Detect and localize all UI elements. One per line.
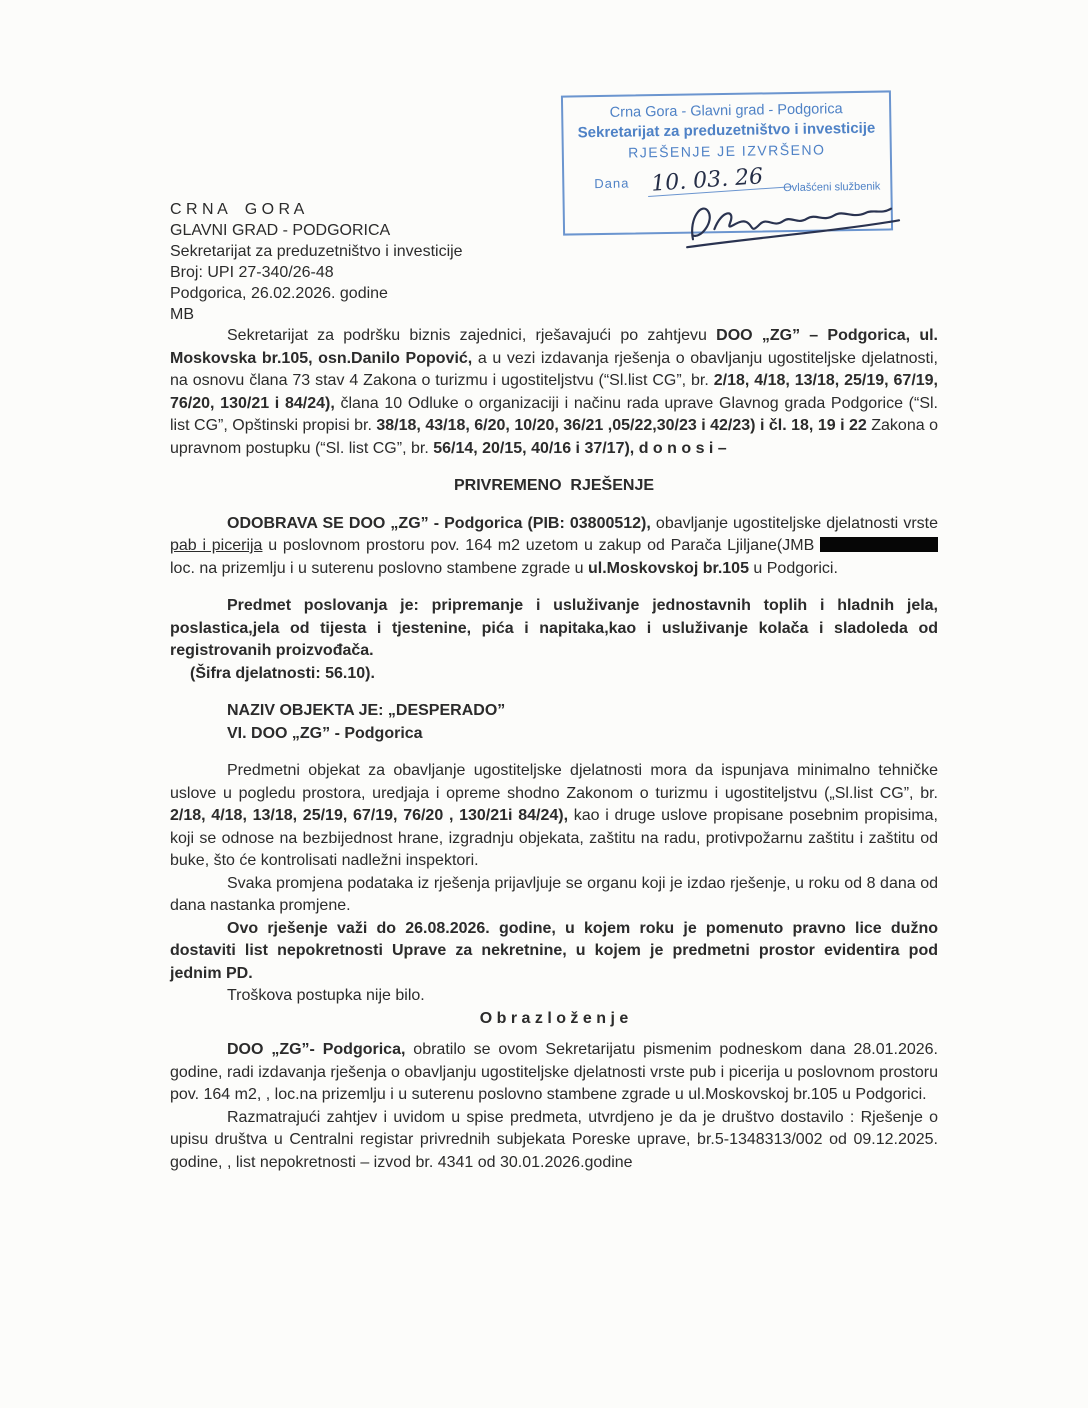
stamp-status-line: RJEŠENJE JE IZVRŠENO <box>628 141 826 161</box>
approval-paragraph: ODOBRAVA SE DOO „ZG” - Podgorica (PIB: 03800512), obavljanje ugostiteljske djelatnosti vrste pab i picerija u poslovnom prostoru pov. 164 m2 uzetom u zakup od Parača Ljiljane(JMB loc. na prizemlju i u suterenu poslovno stambene zgrade u ul.Moskovskoj br.105 u Podgorici. <box>170 514 938 577</box>
change-notice-paragraph: Svaka promjena podataka iz rješenja prijavljuje se organu koji je izdao rješenje, u roku od 8 dana od dana nastanka promjene. <box>170 874 938 914</box>
stamp-handwritten-date: 10. 03. 26 <box>646 165 791 197</box>
stamp-org-line: Crna Gora - Glavni grad - Podgorica <box>609 101 843 121</box>
activity-code-line: (Šifra djelatnosti: 56.10). <box>190 664 375 682</box>
header-initials: MB <box>170 306 194 323</box>
explanation-title: O b r a z l o ž e n j e <box>479 1009 629 1027</box>
decision-title: PRIVREMENO RJEŠENJE <box>453 477 655 494</box>
costs-line: Troškova postupka nije bilo. <box>227 987 425 1004</box>
review-paragraph: Razmatrajući zahtjev i uvidom u spise predmeta, utvrdjeno je da je društvo dostavilo : Rješenje o upisu društva u Centralni registar privrednih subjekata Poreske uprave, br.5-1348313/002 od 09.12.2025. godine, , list nepokretnosti – izvod br. 4341 od 30.01.2026.godine <box>170 1108 938 1171</box>
header-country: C R N A G O R A <box>170 201 305 218</box>
header-place-date: Podgorica, 26.02.2026. godine <box>170 285 388 302</box>
stamp-date-label: Dana <box>594 175 630 192</box>
header-department: Sekretarijat za preduzetništvo i investicije <box>170 243 463 260</box>
owner-line: VI. DOO „ZG” - Podgorica <box>227 724 423 742</box>
document-content <box>170 199 938 1174</box>
request-paragraph: DOO „ZG”- Podgorica, obratilo se ovom Sekretarijatu pismenim podneskom dana 28.01.2026. godine, radi izdavanja rješenja o obavljanju ugostiteljske djelatnosti vrste pub i picerija u poslovnom prostoru pov. 164 m2, , loc.na prizemlju i u suterenu poslovno stambene zgrade u ul.Moskovskoj br.105 u Podgorici. <box>170 1041 939 1103</box>
intro-paragraph: Sekretarijat za podršku biznis zajednici, rješavajući po zahtjevu DOO „ZG” – Podgorica, ul. Moskovska br.105, osn.Danilo Popović, a u vezi izdavanja rješenja o obavljanju ugostiteljske djelatnosti, na osnovu člana 73 stav 4 Zakona o turizmu i ugostiteljstvu (“Sl.list CG”, br. 2/18, 4/18, 13/18, 25/19, 67/19, 76/20, 130/21 i 84/24), člana 10 Odluke o organizaciji i načinu rada uprave Glavnog grada Podgorice (“Sl. list CG”, Opštinski propisi br. 38/18, 43/18, 6/20, 10/20, 36/21 ,05/22,30/23 i 42/23) i čl. 18, 19 i 22 Zakona o upravnom postupku (“Sl. list CG”, br. 56/14, 20/15, 40/16 i 37/17), d o n o s i – <box>170 327 939 457</box>
validity-paragraph: Ovo rješenje važi do 26.08.2026. godine, u kojem roku je pomenuto pravno lice dužno dostaviti list nepokretnosti Uprave za nekretnine, u kojem je predmetni prostor evidentira pod jednim PD. <box>170 919 938 982</box>
redacted-personal-id <box>820 537 938 552</box>
object-name-line: NAZIV OBJEKTA JE: „DESPERADO” <box>227 702 506 719</box>
header-case-number: Broj: UPI 27-340/26-48 <box>170 264 334 281</box>
stamp-officer-label: Ovlašćeni službenik <box>783 180 881 195</box>
business-scope-paragraph: Predmet poslovanja je: pripremanje i usluživanje jednostavnih toplih i hladnih jela, poslastica,jela od tijesta i tjestenine, pića i napitaka,kao i usluživanje kolača i sladoleda od registrovanih proizvođača. <box>170 597 938 659</box>
letterhead <box>170 199 938 325</box>
conditions-paragraph: Predmetni objekat za obavljanje ugostiteljske djelatnosti mora da ispunjava minimalno tehničke uslove u pogledu prostora, uredjaja i opreme shodno Zakonom o turizmu i ugostiteljstvu („Sl.list CG”, br. 2/18, 4/18, 13/18, 25/19, 67/19, 76/20 , 130/21i 84/24), kao i druge uslove propisane posebnim propisima, koji se odnose na bezbijednost hrane, izgradnju objekata, zaštitu na radu, protivpožarnu zaštitu i zaštitu od buke, što će kontrolisati nadležni inspektori. <box>170 762 939 869</box>
stamp-department-line: Sekretarijat za preduzetništvo i investicije <box>577 119 876 142</box>
document-body <box>170 325 938 1174</box>
header-city: GLAVNI GRAD - PODGORICA <box>170 222 391 239</box>
